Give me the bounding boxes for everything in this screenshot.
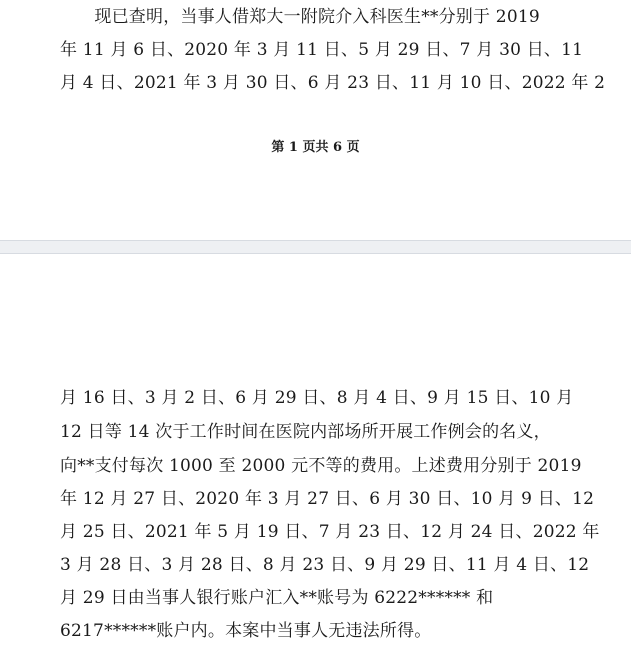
page-separator — [0, 240, 631, 254]
text-line: 月 25 日、2021 年 5 月 19 日、7 月 23 日、12 月 24 日、2022 年 — [60, 522, 600, 542]
page-number-footer: 第 1 页共 6 页 — [271, 140, 360, 155]
text-line: 月 29 日由当事人银行账户汇入**账号为 6222****** 和 — [60, 588, 494, 608]
text-line: 3 月 28 日、3 月 28 日、8 月 23 日、9 月 29 日、11 月 4 日、12 — [60, 555, 590, 575]
text-line: 12 日等 14 次于工作时间在医院内部场所开展工作例会的名义， — [60, 422, 551, 442]
document-page-1 — [0, 0, 631, 240]
text-line: 6217******账户内。本案中当事人无违法所得。 — [60, 621, 432, 641]
text-line: 月 4 日、2021 年 3 月 30 日、6 月 23 日、11 月 10 日、2022 年 2 — [60, 73, 606, 93]
text-line: 年 11 月 6 日、2020 年 3 月 11 日、5 月 29 日、7 月 30 日、11 — [60, 40, 584, 60]
text-line: 向**支付每次 1000 至 2000 元不等的费用。上述费用分别于 2019 — [60, 456, 582, 476]
text-line: 月 16 日、3 月 2 日、6 月 29 日、8 月 4 日、9 月 15 日、10 月 — [60, 388, 574, 408]
text-line: 现已查明，当事人借郑大一附院介入科医生**分别于 2019 — [60, 7, 540, 27]
document-page-2 — [0, 254, 631, 654]
text-line: 年 12 月 27 日、2020 年 3 月 27 日、6 月 30 日、10 月 9 日、12 — [60, 489, 595, 509]
